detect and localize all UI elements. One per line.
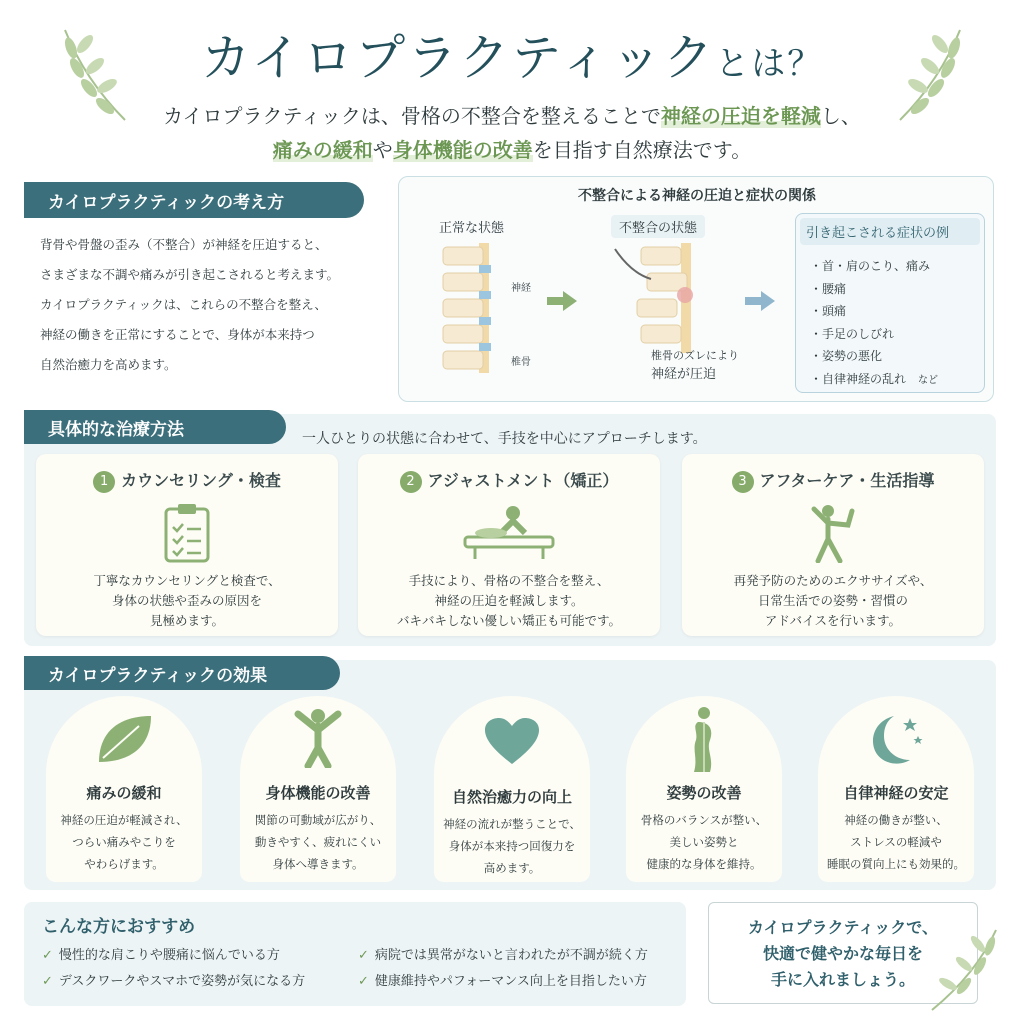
- effect-title: 自律神経の安定: [843, 784, 949, 802]
- concept-text: [40, 230, 339, 380]
- concept-line: 神経の働きを正常にすることで、身体が本来持つ: [40, 327, 315, 342]
- effect-title: 痛みの緩和: [86, 784, 162, 802]
- intro-text: し、: [820, 104, 861, 128]
- intro-line-1: [0, 100, 1024, 129]
- symptom-item: ・頭痛: [810, 304, 847, 318]
- step-title: アフターケア・生活指導: [759, 471, 935, 490]
- intro-text: や: [372, 138, 393, 162]
- step-desc: 日常生活での姿勢・習慣の: [757, 592, 908, 608]
- effect-desc: 高めます。: [483, 861, 541, 875]
- effect-card: [818, 696, 974, 882]
- step-number: 2: [400, 471, 422, 493]
- diagram-title: 不整合による神経の圧迫と症状の関係: [578, 188, 816, 204]
- effect-desc: つらい痛みやこりを: [72, 835, 176, 849]
- symptom-item: ・手足のしびれ: [810, 326, 895, 341]
- effects-header: カイロプラクティックの効果: [24, 656, 340, 690]
- effect-desc: 身体へ導きます。: [272, 857, 364, 871]
- effect-desc: 関節の可動域が広がり、: [254, 813, 382, 827]
- effect-title: 自然治癒力の向上: [451, 788, 572, 806]
- check-icon: ✓: [358, 948, 369, 963]
- effect-desc: やわらげます。: [84, 857, 164, 871]
- treatment-card-2: [358, 454, 660, 636]
- step-desc: 神経の圧迫を軽減します。: [434, 592, 584, 608]
- concept-line: さまざまな不調や痛みが引き起こされると考えます。: [40, 267, 340, 282]
- treatment-card-3: [682, 454, 984, 636]
- recommend-panel: [24, 902, 686, 1006]
- intro-highlight: 身体機能の改善: [392, 138, 533, 162]
- effect-desc: 美しい姿勢と: [669, 835, 739, 849]
- posture-silhouette-icon: [684, 706, 724, 772]
- treatment-header: 具体的な治療方法: [24, 410, 286, 444]
- symptom-item: ・姿勢の悪化: [810, 349, 883, 363]
- effect-desc: 神経の圧迫が軽減され、: [60, 813, 188, 827]
- step-title: アジャストメント（矯正）: [427, 471, 619, 490]
- recommend-title: こんな方におすすめ: [42, 917, 196, 937]
- person-arms-up-icon: [290, 708, 346, 768]
- concept-line: カイロプラクティックは、これらの不整合を整え、: [40, 297, 327, 312]
- concept-line: 自然治癒力を高めます。: [40, 357, 177, 372]
- symptoms-box: [795, 213, 985, 393]
- recommend-text: デスクワークやスマホで姿勢が気になる方: [58, 974, 306, 989]
- effect-card: [626, 696, 782, 882]
- diagram-panel: [398, 176, 994, 402]
- symptom-etc: など: [918, 374, 939, 386]
- recommend-item: [42, 970, 305, 989]
- intro-line-2: [0, 134, 1024, 163]
- step-title: カウンセリング・検査: [121, 471, 281, 490]
- intro-highlight: 痛みの緩和: [272, 138, 373, 162]
- treatment-subtitle: 一人ひとりの状態に合わせて、手技を中心にアプローチします。: [302, 431, 707, 447]
- normal-label: 正常な状態: [439, 221, 505, 236]
- effect-desc: ストレスの軽減や: [850, 835, 942, 849]
- symptom-text: ・自律神経の乱れ: [810, 371, 907, 386]
- effect-desc: 骨格のバランスが整い、: [640, 813, 768, 827]
- step-desc: 再発予防のためのエクササイズや、: [733, 572, 933, 588]
- effect-desc: 健康的な身体を維持。: [646, 857, 762, 871]
- effect-card: [46, 696, 202, 882]
- check-icon: ✓: [358, 974, 369, 989]
- check-icon: ✓: [42, 948, 53, 963]
- title-suffix: とは？: [715, 44, 824, 84]
- concept-header: カイロプラクティックの考え方: [24, 182, 364, 218]
- closing-line: 手に入れましょう。: [770, 970, 915, 989]
- recommend-text: 健康維持やパフォーマンス向上を目指したい方: [374, 974, 647, 989]
- clipboard-icon: [163, 503, 211, 563]
- recommend-item: [358, 970, 647, 989]
- exercise-person-icon: [808, 503, 858, 563]
- effect-desc: 睡眠の質向上にも効果的。: [827, 857, 965, 871]
- step-desc: 身体の状態や歪みの原因を: [111, 592, 262, 608]
- step-desc: 見極めます。: [149, 612, 224, 628]
- moon-stars-icon: [866, 712, 926, 768]
- symptom-item: [810, 368, 970, 393]
- closing-line: カイロプラクティックで、: [748, 918, 938, 937]
- effect-title: 身体機能の改善: [265, 784, 371, 802]
- shift-caption: 椎骨のズレにより: [651, 349, 739, 362]
- nerve-label: 神経: [511, 283, 531, 294]
- symptoms-title: 引き起こされる症状の例: [800, 218, 980, 245]
- misaligned-label: 不整合の状態: [611, 215, 705, 238]
- misaligned-spine-icon: [611, 243, 701, 353]
- effect-desc: 動きやすく、疲れにくい: [254, 835, 382, 849]
- effect-card: [434, 696, 590, 882]
- step-desc: アドバイスを行います。: [764, 612, 902, 628]
- effect-card: [240, 696, 396, 882]
- adjustment-table-icon: [461, 503, 557, 563]
- symptom-item: ・首・肩のこり、痛み: [810, 259, 931, 273]
- effect-title: 姿勢の改善: [666, 784, 742, 802]
- vertebra-label: 椎骨: [511, 357, 531, 368]
- closing-line: 快適で健やかな毎日を: [762, 944, 923, 963]
- recommend-item: [358, 944, 648, 963]
- symptom-item: ・腰痛: [810, 281, 847, 296]
- recommend-item: [42, 944, 280, 963]
- page-title: [0, 18, 1024, 90]
- intro-text: カイロプラクティックは、骨格の不整合を整えることで: [163, 104, 661, 128]
- arrow-right-icon: [547, 289, 577, 313]
- laurel-corner-icon: [926, 924, 1002, 1014]
- step-desc: 丁寧なカウンセリングと検査で、: [93, 572, 281, 588]
- effect-desc: 神経の流れが整うことで、: [443, 817, 581, 831]
- step-number: 3: [732, 471, 754, 493]
- intro-highlight: 神経の圧迫を軽減: [660, 104, 821, 128]
- compress-caption: 神経が圧迫: [651, 367, 717, 382]
- intro-text: を目指す自然療法です。: [532, 138, 752, 162]
- step-desc: 手技により、骨格の不整合を整え、: [408, 572, 610, 588]
- arrow-right-blue-icon: [745, 289, 775, 313]
- effect-desc: 神経の働きが整い、: [844, 813, 948, 827]
- concept-line: 背骨や骨盤の歪み（不整合）が神経を圧迫すると、: [40, 237, 328, 252]
- effect-desc: 身体が本来持つ回復力を: [448, 839, 576, 853]
- recommend-text: 病院では異常がないと言われたが不調が続く方: [374, 948, 648, 963]
- check-icon: ✓: [42, 974, 53, 989]
- step-desc: バキバキしない優しい矯正も可能です。: [396, 612, 621, 628]
- normal-spine-icon: [439, 243, 509, 373]
- recommend-text: 慢性的な肩こりや腰痛に悩んでいる方: [58, 948, 280, 963]
- step-number: 1: [93, 471, 115, 493]
- heart-icon: [485, 718, 539, 766]
- title-main: カイロプラクティック: [200, 29, 716, 87]
- leaf-icon: [95, 712, 153, 766]
- treatment-card-1: [36, 454, 338, 636]
